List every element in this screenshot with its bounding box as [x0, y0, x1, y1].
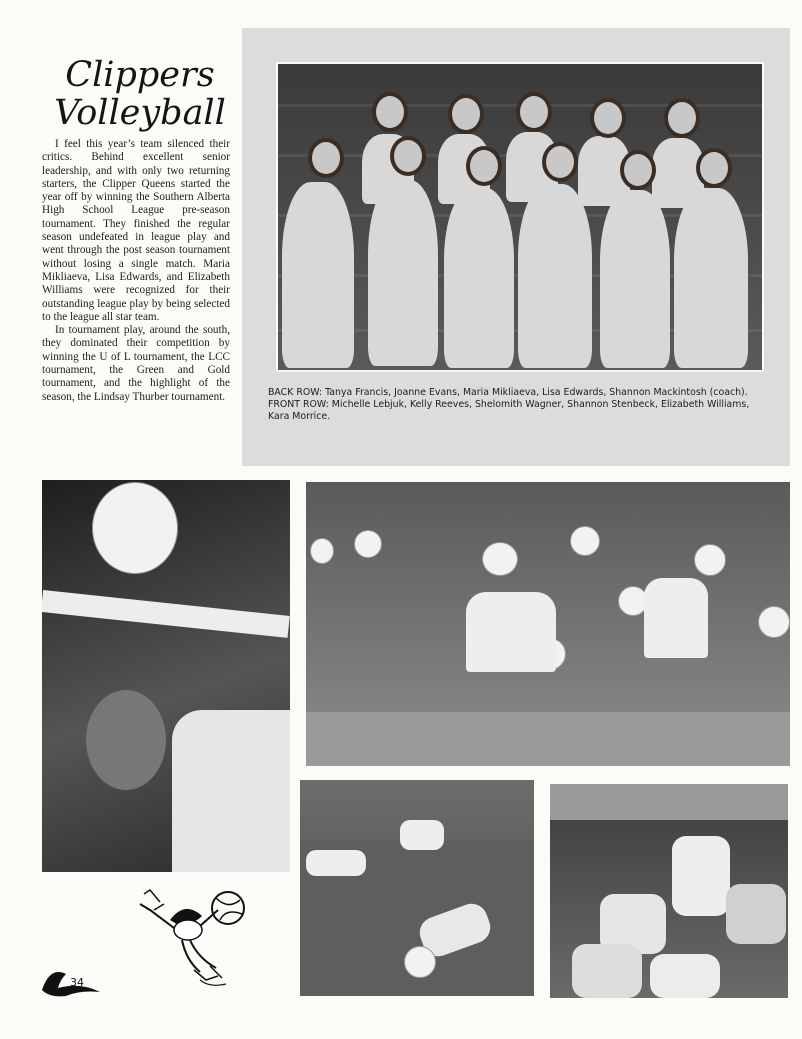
article-paragraph: In tournament play, around the south, they dominated their competition by winning the U of L tournament, the LCC tournament, the Green and Gold tournament, and the highlight of the season, the Lindsay Thurber tournament. [42, 324, 230, 403]
article-body [42, 138, 230, 468]
net-block-photo [42, 480, 290, 872]
team-photo-caption [268, 387, 768, 422]
page-folio [40, 960, 130, 1000]
caption-back-row: BACK ROW: Tanya Francis, Joanne Evans, Maria Mikliaeva, Lisa Edwards, Shannon Mackintosh (coach). [268, 387, 748, 398]
volleyball-player-cartoon-icon [130, 880, 250, 992]
team-photo [276, 62, 764, 372]
page-number: 34 [70, 976, 84, 989]
title-line-1: Clippers [65, 55, 215, 95]
page-title [40, 56, 240, 132]
team-huddle-photo [550, 784, 788, 998]
wave-logo-icon [40, 960, 130, 1000]
dive-drill-photo [300, 780, 534, 996]
article-paragraph: I feel this year’s team silenced their critics. Behind excellent senior leadership, and with only two returning starters, the Clipper Queens started the year off by winning the Southern Alberta High School League pre-season tournament. They finished the regular season undefeated in league play and went through the post season tournament without losing a single match. Maria Mikliaeva, Lisa Edwards, and Elizabeth Williams were recognized for their outstanding league play by being selected to the league all star team. [42, 138, 230, 323]
title-line-2: Volleyball [54, 93, 226, 133]
caption-front-row: FRONT ROW: Michelle Lebjuk, Kelly Reeves, Shelomith Wagner, Shannon Stenbeck, Elizabeth Williams, Kara Morrice. [268, 398, 750, 422]
team-practice-photo [306, 482, 790, 766]
